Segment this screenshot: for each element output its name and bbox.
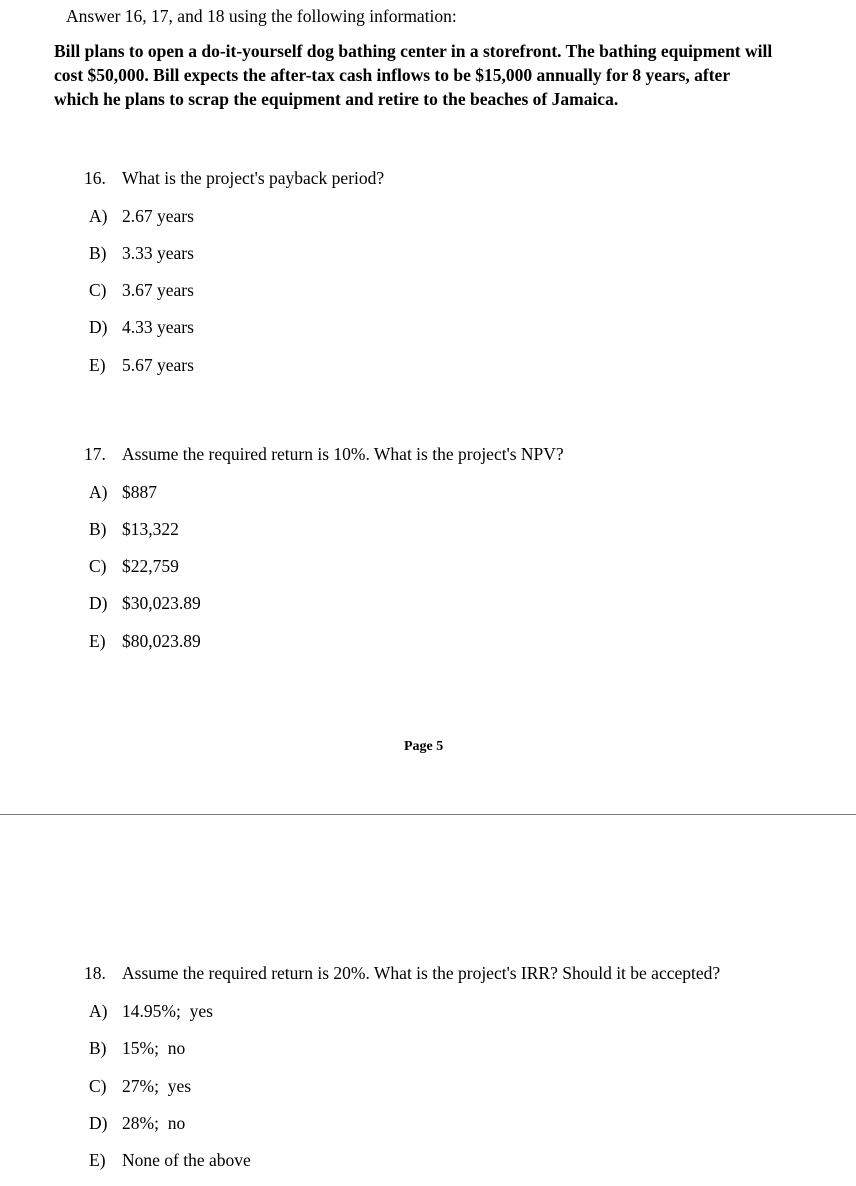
question-number: 17. bbox=[84, 444, 106, 464]
context-line: which he plans to scrap the equipment and retire to the beaches of Jamaica. bbox=[54, 89, 619, 109]
option-text: 27%; yes bbox=[122, 1076, 192, 1096]
question-number: 18. bbox=[84, 963, 106, 983]
option-text: 15%; no bbox=[122, 1038, 186, 1058]
option-letter: C) bbox=[89, 280, 107, 300]
page-divider bbox=[0, 814, 856, 815]
option-letter: D) bbox=[89, 593, 108, 613]
question-number: 16. bbox=[84, 168, 106, 188]
option-letter: B) bbox=[89, 519, 107, 539]
context-line: cost $50,000. Bill expects the after-tax cash inflows to be $15,000 annually for 8 years, after bbox=[54, 65, 731, 85]
option-letter: E) bbox=[89, 631, 106, 651]
option-letter: E) bbox=[89, 1150, 106, 1170]
option-text: $22,759 bbox=[122, 556, 179, 576]
option-text: 3.33 years bbox=[122, 243, 194, 263]
option-letter: A) bbox=[89, 482, 108, 502]
option-letter: C) bbox=[89, 556, 107, 576]
option-letter: E) bbox=[89, 355, 106, 375]
option-text: $887 bbox=[122, 482, 157, 502]
question-text: What is the project's payback period? bbox=[122, 168, 385, 188]
instructions: Answer 16, 17, and 18 using the following information: bbox=[66, 6, 457, 26]
option-letter: C) bbox=[89, 1076, 107, 1096]
option-letter: B) bbox=[89, 1038, 107, 1058]
option-letter: D) bbox=[89, 317, 108, 337]
option-text: $80,023.89 bbox=[122, 631, 201, 651]
option-text: 4.33 years bbox=[122, 317, 194, 337]
option-text: 5.67 years bbox=[122, 355, 194, 375]
option-text: $13,322 bbox=[122, 519, 179, 539]
problem-context bbox=[54, 39, 814, 111]
option-letter: D) bbox=[89, 1113, 108, 1133]
question-text: Assume the required return is 10%. What is the project's NPV? bbox=[122, 444, 564, 464]
option-text: 3.67 years bbox=[122, 280, 194, 300]
option-text: 14.95%; yes bbox=[122, 1001, 213, 1021]
option-letter: B) bbox=[89, 243, 107, 263]
option-text: $30,023.89 bbox=[122, 593, 201, 613]
option-letter: A) bbox=[89, 1001, 108, 1021]
question-text: Assume the required return is 20%. What is the project's IRR? Should it be accepted? bbox=[122, 963, 721, 983]
option-text: 2.67 years bbox=[122, 206, 194, 226]
option-letter: A) bbox=[89, 206, 108, 226]
option-text: None of the above bbox=[122, 1150, 251, 1170]
option-text: 28%; no bbox=[122, 1113, 186, 1133]
page-number: Page 5 bbox=[404, 739, 444, 754]
context-line: Bill plans to open a do-it-yourself dog bathing center in a storefront. The bathing equipment will bbox=[54, 41, 773, 61]
